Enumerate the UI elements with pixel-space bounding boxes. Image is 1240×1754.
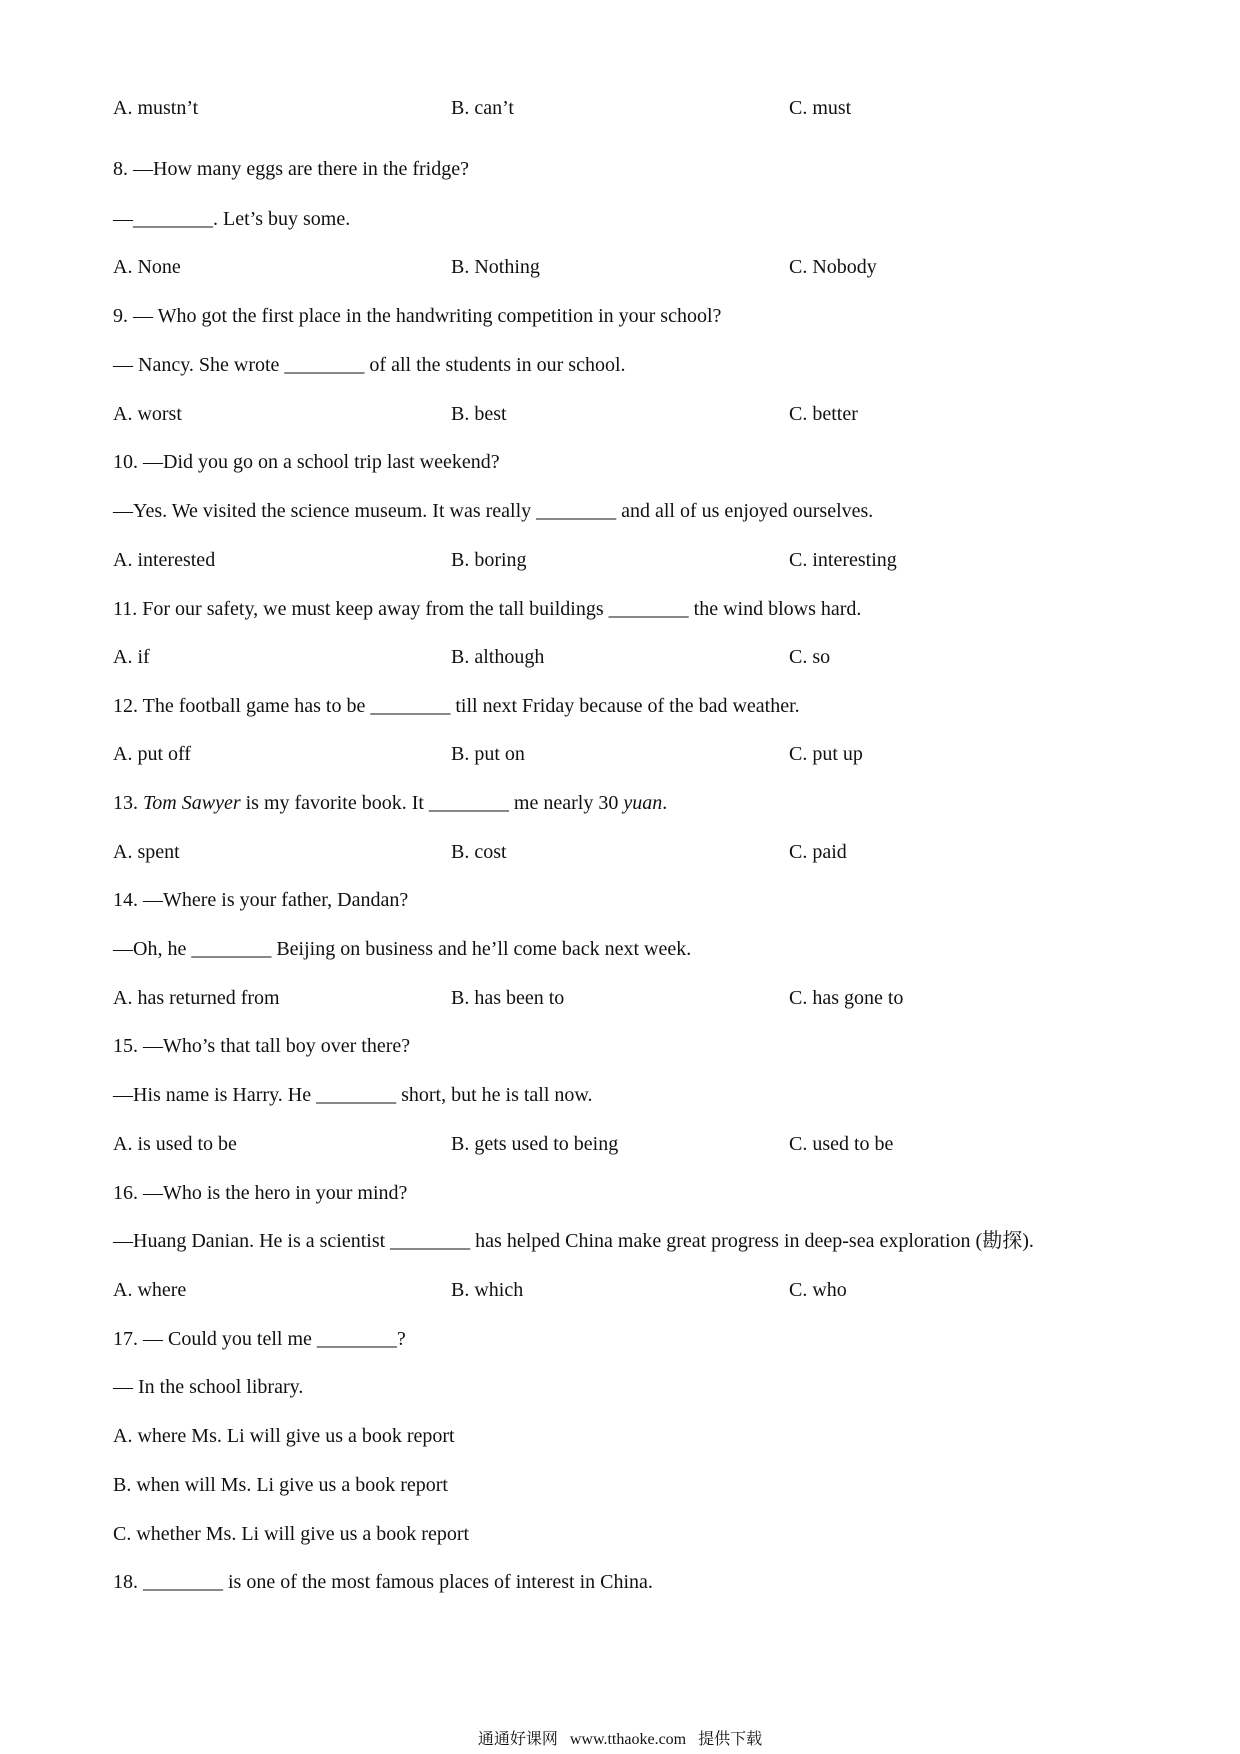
q15-option-b: B. gets used to being [451, 1133, 619, 1155]
q17-option-b: B. when will Ms. Li give us a book report [113, 1474, 448, 1496]
q11-option-a: A. if [113, 646, 150, 668]
q8-stem: 8. —How many eggs are there in the fridge? [113, 158, 469, 180]
q17-option-a: A. where Ms. Li will give us a book report [113, 1425, 455, 1447]
q12-stem: 12. The football game has to be ________ till next Friday because of the bad weather. [113, 695, 800, 717]
q15-option-c: C. used to be [789, 1133, 894, 1155]
q12-option-a: A. put off [113, 743, 191, 765]
q12-option-c: C. put up [789, 743, 863, 765]
q11-stem: 11. For our safety, we must keep away from the tall buildings ________ the wind blows hard. [113, 598, 862, 620]
q12-option-b: B. put on [451, 743, 525, 765]
q7-option-b: B. can’t [451, 97, 514, 119]
q16-answer-line: —Huang Danian. He is a scientist ________ has helped China make great progress in deep-sea exploration (勘探). [113, 1230, 1034, 1252]
q17-answer-line: — In the school library. [113, 1376, 304, 1398]
q13-option-a: A. spent [113, 841, 180, 863]
q10-stem: 10. —Did you go on a school trip last weekend? [113, 451, 500, 473]
q7-option-c: C. must [789, 97, 852, 119]
q14-option-c: C. has gone to [789, 987, 904, 1009]
footer-tagline: 提供下载 [698, 1731, 763, 1748]
footer-url[interactable]: www.tthaoke.com [569, 1731, 687, 1748]
q13-number: 13. [113, 792, 138, 814]
q10-option-c: C. interesting [789, 549, 897, 571]
q17-stem: 17. — Could you tell me ________? [113, 1328, 406, 1350]
page-footer [0, 1730, 1240, 1750]
q13-option-b: B. cost [451, 841, 507, 863]
q10-answer-line: —Yes. We visited the science museum. It was really ________ and all of us enjoyed ourselves. [113, 500, 874, 522]
q10-option-a: A. interested [113, 549, 216, 571]
q13-stem [113, 791, 667, 815]
q13-book-title: Tom Sawyer [143, 792, 241, 814]
q14-stem: 14. —Where is your father, Dandan? [113, 889, 409, 911]
q13-option-c: C. paid [789, 841, 847, 863]
q11-option-c: C. so [789, 646, 831, 668]
q18-stem: 18. ________ is one of the most famous places of interest in China. [113, 1571, 653, 1593]
q9-stem: 9. — Who got the first place in the handwriting competition in your school? [113, 305, 722, 327]
q8-option-a: A. None [113, 256, 181, 278]
q8-option-b: B. Nothing [451, 256, 540, 278]
q17-option-c: C. whether Ms. Li will give us a book report [113, 1523, 470, 1545]
q10-option-b: B. boring [451, 549, 527, 571]
q16-option-b: B. which [451, 1279, 524, 1301]
q16-option-c: C. who [789, 1279, 847, 1301]
q9-option-b: B. best [451, 403, 507, 425]
q9-option-c: C. better [789, 403, 858, 425]
q8-option-c: C. Nobody [789, 256, 877, 278]
q14-option-b: B. has been to [451, 987, 565, 1009]
q9-answer-line: — Nancy. She wrote ________ of all the students in our school. [113, 354, 626, 376]
q13-stem-text: is my favorite book. It ________ me nearly 30 [240, 792, 624, 814]
q14-option-a: A. has returned from [113, 987, 280, 1009]
q16-stem: 16. —Who is the hero in your mind? [113, 1182, 408, 1204]
q15-answer-line: —His name is Harry. He ________ short, but he is tall now. [113, 1084, 593, 1106]
q15-option-a: A. is used to be [113, 1133, 237, 1155]
q11-option-b: B. although [451, 646, 545, 668]
q9-option-a: A. worst [113, 403, 182, 425]
footer-site-name: 通通好课网 [477, 1731, 558, 1748]
q7-option-a: A. mustn’t [113, 97, 199, 119]
q14-answer-line: —Oh, he ________ Beijing on business and he’ll come back next week. [113, 938, 692, 960]
q8-answer-line: —________. Let’s buy some. [113, 208, 351, 230]
q13-unit: yuan [623, 792, 663, 814]
q15-stem: 15. —Who’s that tall boy over there? [113, 1035, 411, 1057]
q16-option-a: A. where [113, 1279, 187, 1301]
q13-stem-end: . [662, 792, 668, 814]
